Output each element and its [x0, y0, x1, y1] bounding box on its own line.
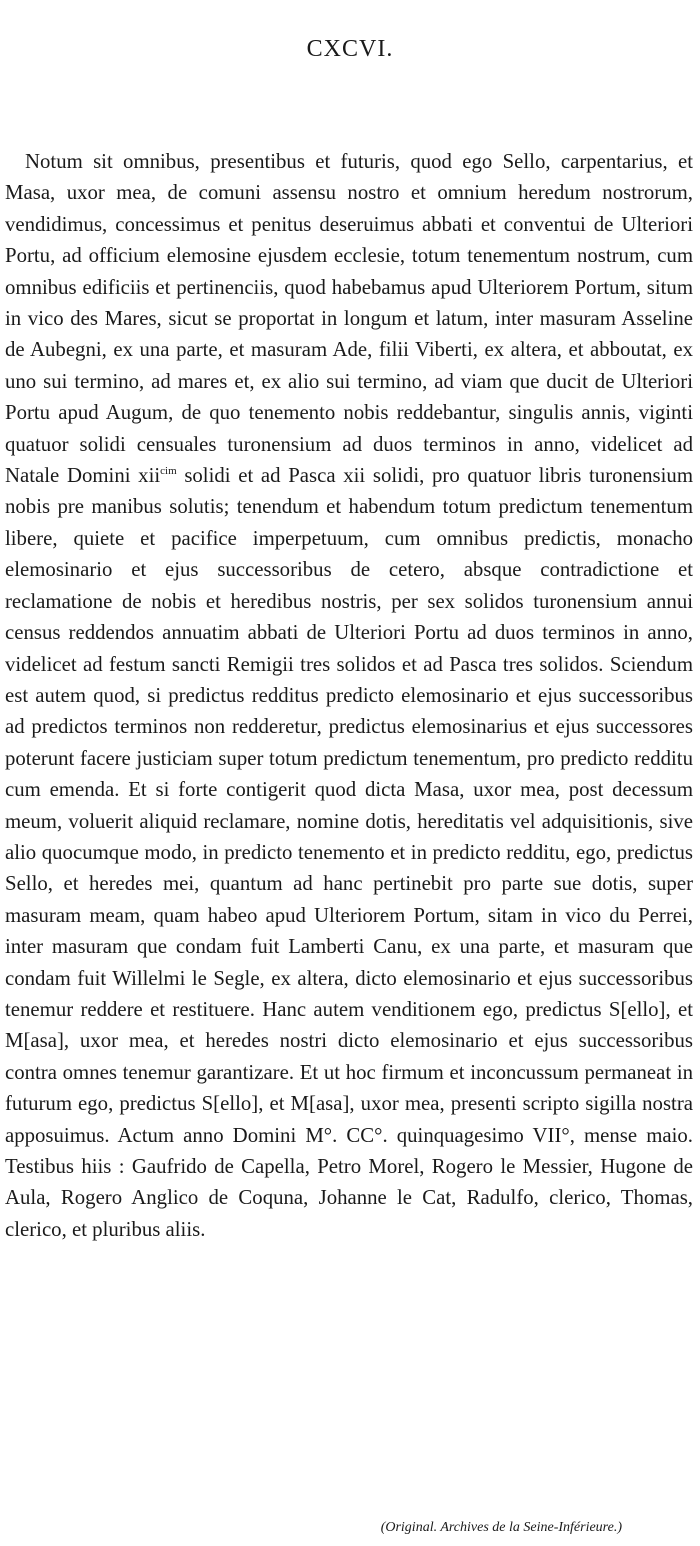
- charter-body-text: [5, 146, 693, 1245]
- ordinal-superscript: cim: [160, 465, 177, 478]
- charter-number-title: CXCVI.: [306, 36, 394, 62]
- charter-text-part-2: solidi et ad Pasca xii solidi, pro quatuor libris turonensium nobis pre manibus solutis; tenendum et habendum totum predictum tenementum libere, quiete et pacifice imperpetuum, cum omnibus predictis, monacho elemosinario et ejus successoribus de cetero, absque contradictione et reclamatione de nobis et heredibus nostris, per sex solidos turonensium annui census reddendos annuatim abbati de Ulteriori Portu ad duos terminos in anno, videlicet ad festum sancti Remigii tres solidos et ad Pasca tres solidos. Sciendum est autem quod, si predictus redditus predicto elemosinario et ejus successoribus ad predictos terminos non redderetur, predictus elemosinarius et ejus successores poterunt facere justiciam super totum predictum tenementum, pro predicto redditu cum emenda. Et si forte contigerit quod dicta Masa, uxor mea, post decessum meum, voluerit aliquid reclamare, nomine dotis, hereditatis vel adquisitionis, sive alio quocumque modo, in predicto tenemento et in predicto redditu, ego, predictus Sello, et heredes mei, quantum ad hanc pertinebit pro parte sue dotis, super masuram meam, quam habeo apud Ulteriorem Portum, sitam in vico du Perrei, inter masuram que condam fuit Lamberti Canu, ex una parte, et masuram que condam fuit Willelmi le Segle, ex altera, dicto elemosinario et ejus successoribus tenemur reddere et restituere. Hanc autem venditionem ego, predictus S[ello], et M[asa], uxor mea, et heredes nostri dicto elemosinario et ejus successoribus contra omnes tenemur garantizare. Et ut hoc firmum et inconcussum permaneat in futurum ego, predictus S[ello], et M[asa], uxor mea, presenti scripto sigilla nostra apposuimus. Actum anno Domini M°. CC°. quinquagesimo VII°, mense maio. Testibus hiis : Gaufrido de Capella, Petro Morel, Rogero le Messier, Hugone de Aula, Rogero Anglico de Coquna, Johanne le Cat, Radulfo, clerico, Thomas, clerico, et pluribus aliis.: [5, 464, 694, 1241]
- charter-text-part-1: Notum sit omnibus, presentibus et futuris, quod ego Sello, carpentarius, et Masa, uxor mea, de comuni assensu nostro et omnium heredum nostrorum, vendidimus, concessimus et penitus deseruimus abbati et conventui de Ulteriori Portu, ad officium elemosine ejusdem ecclesie, totum tenementum nostrum, cum omnibus edificiis et pertinenciis, quod habebamus apud Ulteriorem Portum, situm in vico des Mares, sicut se proportat in longum et latum, inter masuram Asseline de Aubegni, ex una parte, et masuram Ade, filii Viberti, ex altera, et abboutat, ex uno sui termino, ad mares et, ex alio sui termino, ad viam que ducit de Ulteriori Portu apud Augum, de quo tenemento nobis reddebantur, singulis annis, viginti quatuor solidi censuales turonensium ad duos terminos in anno, videlicet ad Natale Domini xii: [5, 150, 693, 488]
- source-citation: (Original. Archives de la Seine-Inférieure.): [380, 1520, 622, 1535]
